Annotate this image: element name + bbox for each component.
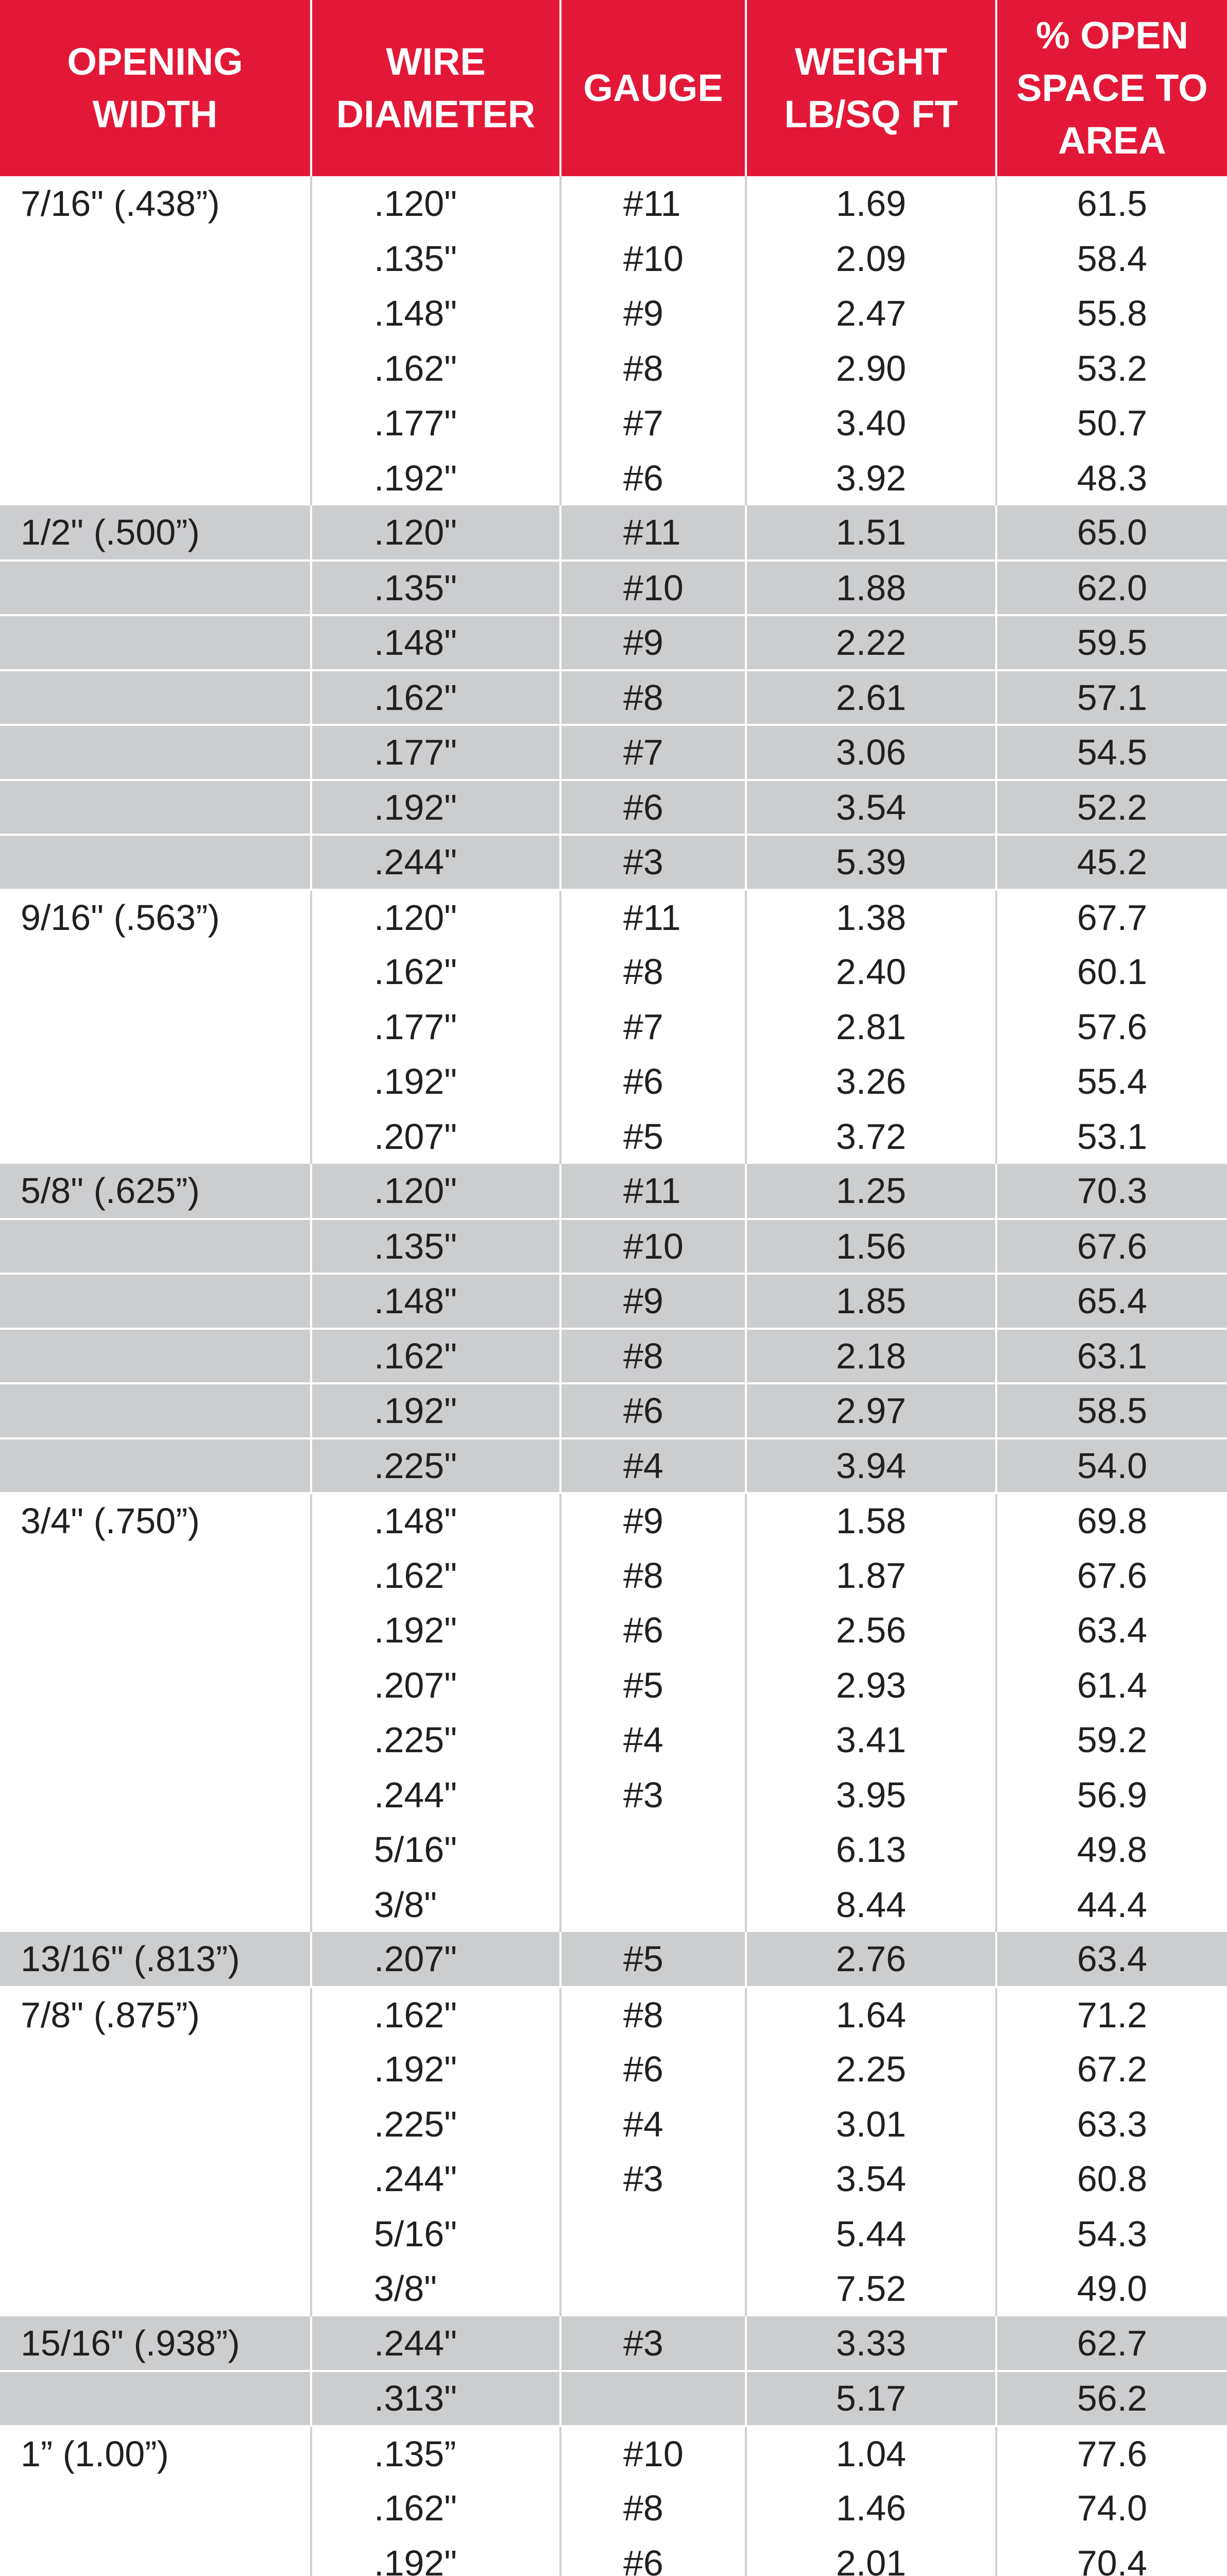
wire-diameter-cell: 5/16" [311,2207,560,2262]
weight-cell: 3.41 [746,1713,996,1768]
gauge-cell: #8 [560,1548,746,1603]
wire-diameter-cell: .177" [311,725,560,780]
open-space-cell: 53.2 [1077,348,1148,388]
gauge-cell: #4 [560,1438,746,1494]
gauge-cell: #10 [560,231,746,286]
opening-width-cell [0,1438,311,1494]
wire-diameter-cell: .162" [311,1548,560,1603]
table-row [0,1603,1227,1658]
open-space-cell: 55.4 [1077,1061,1148,1102]
open-space-cell: 67.6 [996,1219,1227,1274]
weight-cell: 2.01 [746,2536,996,2576]
gauge-cell: #6 [560,780,746,835]
opening-width-cell: 7/16" (.438”) [0,176,311,231]
wire-diameter-cell: .120" [311,890,560,945]
wire-diameter-cell: .120" [311,505,560,561]
gauge-cell: #6 [560,1383,746,1438]
opening-width-cell [0,2207,311,2262]
wire-diameter-cell: .162" [311,944,560,999]
wire-diameter-cell: .244" [311,2316,560,2371]
table-row [0,2042,1227,2097]
weight-cell: 3.01 [746,2097,996,2152]
gauge-cell: #3 [560,835,746,890]
wire-diameter-cell: .135" [311,1219,560,1274]
header-open-space: % OPEN SPACE TO AREA [996,0,1227,176]
open-space-cell: 77.6 [1077,2433,1148,2474]
weight-cell: 2.40 [746,944,996,999]
weight-cell: 3.54 [746,2151,996,2207]
opening-width-cell [0,1713,311,1768]
open-space-cell: 53.1 [1077,1116,1148,1157]
gauge-cell: #6 [560,1054,746,1109]
open-space-cell: 60.8 [1077,2159,1148,2199]
table-row [0,396,1227,451]
gauge-cell [560,1877,746,1933]
open-space-cell: 45.2 [996,835,1227,890]
open-space-cell: 71.2 [1077,1994,1148,2035]
open-space-cell: 49.0 [1077,2268,1148,2309]
table-row [0,1822,1227,1877]
opening-width-cell: 1” (1.00”) [0,2426,311,2481]
wire-diameter-cell: .148" [311,1274,560,1329]
opening-width-cell: 5/8" (.625”) [0,1164,311,1219]
weight-cell: 2.56 [746,1603,996,1658]
table-row [0,1329,1227,1384]
gauge-cell: #5 [560,1658,746,1713]
weight-cell: 7.52 [746,2261,996,2316]
weight-cell: 2.22 [746,615,996,670]
weight-cell: 1.64 [746,1987,996,2042]
table-row [0,1932,1227,1987]
open-space-cell: 58.5 [996,1383,1227,1438]
header-wire-diameter: WIRE DIAMETER [311,0,560,176]
wire-diameter-cell: 3/8" [311,2261,560,2316]
gauge-cell: #6 [560,451,746,506]
table-row [0,451,1227,506]
wire-diameter-cell: 5/16" [311,1822,560,1877]
open-space-cell: 57.1 [996,670,1227,725]
opening-width-cell [0,2042,311,2097]
table-row [0,1109,1227,1164]
opening-width-cell [0,780,311,835]
open-space-cell: 62.7 [996,2316,1227,2371]
wire-diameter-cell: .192" [311,1383,560,1438]
gauge-cell: #5 [560,1109,746,1164]
wire-diameter-cell: .162" [311,670,560,725]
open-space-cell: 62.0 [996,561,1227,616]
gauge-cell: #8 [560,1987,746,2042]
opening-width-cell: 7/8" (.875”) [0,1987,311,2042]
table-row [0,1493,1227,1548]
open-space-cell: 58.4 [1077,238,1148,279]
opening-width-cell [0,1274,311,1329]
open-space-cell: 67.2 [1077,2049,1148,2090]
weight-cell: 2.47 [746,286,996,341]
weight-cell: 5.44 [746,2207,996,2262]
table-row [0,286,1227,341]
opening-width-cell [0,2097,311,2152]
opening-width-cell [0,835,311,890]
weight-cell: 3.94 [746,1438,996,1494]
open-space-cell: 49.8 [1077,1829,1148,1870]
gauge-cell: #3 [560,1768,746,1823]
header-weight: WEIGHT LB/SQ FT [746,0,996,176]
table-row [0,561,1227,616]
open-space-cell: 56.9 [1077,1774,1148,1815]
table-row [0,670,1227,725]
table-row [0,999,1227,1055]
weight-cell: 1.56 [746,1219,996,1274]
wire-diameter-cell: .135" [311,231,560,286]
opening-width-cell: 1/2" (.500”) [0,505,311,561]
opening-width-cell [0,1219,311,1274]
weight-cell: 1.25 [746,1164,996,1219]
wire-diameter-cell: .313" [311,2371,560,2426]
open-space-cell: 63.4 [996,1932,1227,1987]
opening-width-cell [0,1109,311,1164]
open-space-cell: 54.5 [996,725,1227,780]
opening-width-cell [0,999,311,1055]
open-space-cell: 59.5 [996,615,1227,670]
table-row [0,1164,1227,1219]
opening-width-cell [0,1329,311,1384]
gauge-cell: #9 [560,286,746,341]
wire-diameter-cell: .244" [311,1768,560,1823]
opening-width-cell [0,286,311,341]
weight-cell: 2.61 [746,670,996,725]
weight-cell: 1.58 [746,1493,996,1548]
opening-width-cell [0,1548,311,1603]
wire-diameter-cell: .148" [311,615,560,670]
weight-cell: 1.88 [746,561,996,616]
opening-width-cell [0,1768,311,1823]
weight-cell: 2.18 [746,1329,996,1384]
weight-cell: 2.81 [746,999,996,1055]
opening-width-cell [0,396,311,451]
wire-diameter-cell: .192" [311,1054,560,1109]
wire-diameter-cell: .244" [311,2151,560,2207]
weight-cell: 1.04 [746,2426,996,2481]
wire-diameter-cell: .135” [311,2426,560,2481]
wire-diameter-cell: .192" [311,2042,560,2097]
table-row [0,1438,1227,1494]
opening-width-cell [0,2371,311,2426]
table-row [0,944,1227,999]
weight-cell: 6.13 [746,1822,996,1877]
wire-diameter-cell: .162" [311,2481,560,2536]
opening-width-cell [0,1054,311,1109]
open-space-cell: 50.7 [1077,403,1148,444]
table-row [0,1219,1227,1274]
table-row [0,1713,1227,1768]
table-row [0,1383,1227,1438]
weight-cell: 5.17 [746,2371,996,2426]
weight-cell: 3.95 [746,1768,996,1823]
opening-width-cell: 13/16" (.813”) [0,1932,311,1987]
open-space-cell: 54.3 [1077,2213,1148,2254]
weight-cell: 2.93 [746,1658,996,1713]
open-space-cell: 74.0 [1077,2488,1148,2529]
opening-width-cell [0,561,311,616]
opening-width-cell: 15/16" (.938”) [0,2316,311,2371]
weight-cell: 8.44 [746,1877,996,1933]
table-row [0,2097,1227,2152]
wire-diameter-cell: .162" [311,341,560,396]
open-space-cell: 61.4 [1077,1665,1148,1705]
table-row [0,615,1227,670]
wire-diameter-cell: .135" [311,561,560,616]
table-row [0,231,1227,286]
table-row [0,725,1227,780]
opening-width-cell [0,1877,311,1933]
gauge-cell: #11 [560,505,746,561]
wire-diameter-cell: .225" [311,1438,560,1494]
open-space-cell: 55.8 [1077,293,1148,334]
weight-cell: 3.06 [746,725,996,780]
opening-width-cell [0,2151,311,2207]
gauge-cell: #3 [560,2151,746,2207]
table-row [0,2536,1227,2576]
open-space-cell: 65.4 [996,1274,1227,1329]
opening-width-cell [0,1822,311,1877]
weight-cell: 3.26 [746,1054,996,1109]
weight-cell: 2.97 [746,1383,996,1438]
opening-width-cell [0,341,311,396]
gauge-cell: #6 [560,2042,746,2097]
gauge-cell: #4 [560,2097,746,2152]
table-row [0,1548,1227,1603]
wire-diameter-cell: .162" [311,1987,560,2042]
open-space-cell: 52.2 [996,780,1227,835]
opening-width-cell [0,2536,311,2576]
opening-width-cell [0,1658,311,1713]
wire-diameter-cell: .177" [311,396,560,451]
opening-width-cell: 9/16" (.563”) [0,890,311,945]
gauge-cell: #11 [560,176,746,231]
opening-width-cell [0,451,311,506]
gauge-cell: #6 [560,1603,746,1658]
table-row [0,505,1227,561]
table-body [0,176,1227,2576]
wire-diameter-cell: .192" [311,2536,560,2576]
gauge-cell: #11 [560,890,746,945]
open-space-cell: 69.8 [1077,1501,1148,1541]
header-opening-width: OPENING WIDTH [0,0,311,176]
opening-width-cell [0,615,311,670]
open-space-cell: 44.4 [1077,1884,1148,1925]
gauge-cell: #11 [560,1164,746,1219]
opening-width-cell [0,231,311,286]
open-space-cell: 70.4 [1077,2543,1148,2576]
table-row [0,1987,1227,2042]
table-row [0,1877,1227,1933]
open-space-cell: 67.6 [1077,1555,1148,1596]
gauge-cell: #8 [560,2481,746,2536]
table-row [0,2426,1227,2481]
opening-width-cell [0,1603,311,1658]
open-space-cell: 61.5 [1077,183,1148,224]
gauge-cell [560,2207,746,2262]
wire-diameter-cell: .177" [311,999,560,1055]
wire-diameter-cell: .120" [311,176,560,231]
table-row [0,341,1227,396]
opening-width-cell [0,1383,311,1438]
gauge-cell: #8 [560,670,746,725]
gauge-cell: #9 [560,1274,746,1329]
table-row [0,2316,1227,2371]
header-gauge: GAUGE [560,0,746,176]
table-row [0,1768,1227,1823]
weight-cell: 1.38 [746,890,996,945]
weight-cell: 5.39 [746,835,996,890]
wire-diameter-cell: .192" [311,1603,560,1658]
header-row [0,0,1227,176]
gauge-cell: #7 [560,396,746,451]
table-row [0,2207,1227,2262]
table-row [0,890,1227,945]
table-row [0,2151,1227,2207]
open-space-cell: 54.0 [996,1438,1227,1494]
weight-cell: 3.92 [746,451,996,506]
open-space-cell: 56.2 [996,2371,1227,2426]
wire-diameter-cell: .207" [311,1658,560,1713]
gauge-cell: #8 [560,1329,746,1384]
opening-width-cell [0,944,311,999]
open-space-cell: 48.3 [1077,457,1148,498]
weight-cell: 1.69 [746,176,996,231]
open-space-cell: 57.6 [1077,1006,1148,1047]
table-row [0,835,1227,890]
gauge-cell: #8 [560,341,746,396]
gauge-cell [560,1822,746,1877]
wire-diameter-cell: .225" [311,2097,560,2152]
gauge-cell: #5 [560,1932,746,1987]
gauge-cell: #10 [560,2426,746,2481]
weight-cell: 1.87 [746,1548,996,1603]
wire-diameter-cell: .192" [311,780,560,835]
open-space-cell: 63.4 [1077,1610,1148,1651]
table-row [0,1054,1227,1109]
wire-diameter-cell: 3/8" [311,1877,560,1933]
table-row [0,176,1227,231]
open-space-cell: 63.1 [996,1329,1227,1384]
table-row [0,2481,1227,2536]
wire-diameter-cell: .148" [311,286,560,341]
open-space-cell: 59.2 [1077,1720,1148,1760]
gauge-cell: #4 [560,1713,746,1768]
weight-cell: 3.54 [746,780,996,835]
table-row [0,2261,1227,2316]
wire-diameter-cell: .162" [311,1329,560,1384]
weight-cell: 3.72 [746,1109,996,1164]
opening-width-cell [0,725,311,780]
weight-cell: 3.33 [746,2316,996,2371]
open-space-cell: 60.1 [1077,952,1148,992]
opening-width-cell [0,670,311,725]
gauge-cell: #6 [560,2536,746,2576]
gauge-cell: #7 [560,999,746,1055]
wire-diameter-cell: .192" [311,451,560,506]
open-space-cell: 65.0 [996,505,1227,561]
wire-diameter-cell: .207" [311,1932,560,1987]
weight-cell: 1.85 [746,1274,996,1329]
gauge-cell: #9 [560,1493,746,1548]
weight-cell: 1.46 [746,2481,996,2536]
table-row [0,780,1227,835]
open-space-cell: 70.3 [996,1164,1227,1219]
weight-cell: 2.25 [746,2042,996,2097]
gauge-cell: #9 [560,615,746,670]
wire-diameter-cell: .120" [311,1164,560,1219]
table-row [0,2371,1227,2426]
gauge-cell: #10 [560,561,746,616]
gauge-cell [560,2371,746,2426]
weight-cell: 2.76 [746,1932,996,1987]
open-space-cell: 63.3 [1077,2104,1148,2144]
gauge-cell [560,2261,746,2316]
weight-cell: 2.90 [746,341,996,396]
wire-diameter-cell: .207" [311,1109,560,1164]
gauge-cell: #3 [560,2316,746,2371]
wire-diameter-cell: .148" [311,1493,560,1548]
wire-diameter-cell: .225" [311,1713,560,1768]
weight-cell: 2.09 [746,231,996,286]
gauge-cell: #8 [560,944,746,999]
weight-cell: 3.40 [746,396,996,451]
opening-width-cell [0,2481,311,2536]
opening-width-cell [0,2261,311,2316]
gauge-cell: #7 [560,725,746,780]
open-space-cell: 67.7 [1077,897,1148,938]
gauge-cell: #10 [560,1219,746,1274]
weight-cell: 1.51 [746,505,996,561]
opening-width-cell: 3/4" (.750”) [0,1493,311,1548]
wire-diameter-cell: .244" [311,835,560,890]
table-row [0,1658,1227,1713]
table-row [0,1274,1227,1329]
